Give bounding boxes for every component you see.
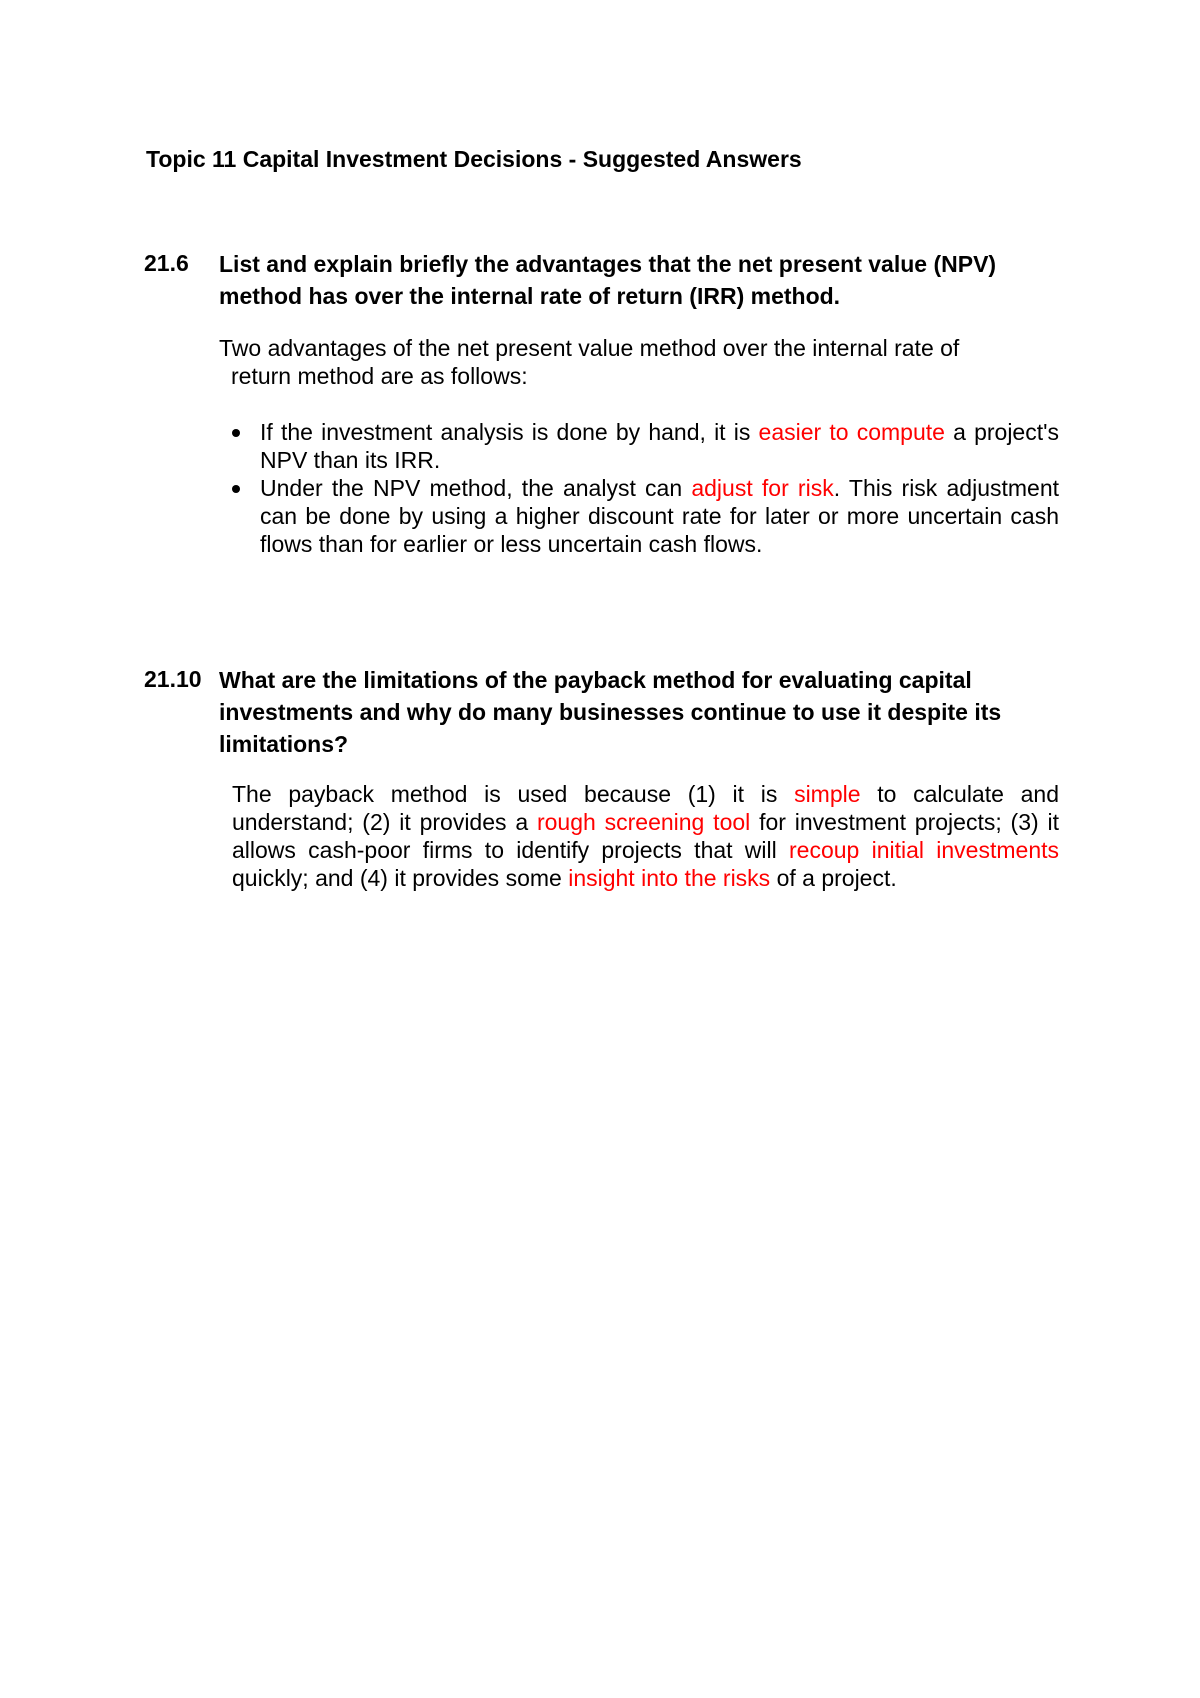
list-item — [232, 418, 1059, 474]
question-text: List and explain briefly the advantages that the net present value (NPV) method has over the internal rate of return (IRR) method. — [219, 251, 997, 309]
question-text: What are the limitations of the payback method for evaluating capital investments and why do many businesses continue to use it despite its limitations? — [219, 667, 1002, 757]
question-number: 21.6 — [144, 250, 189, 276]
answer-intro-line: return method are as follows: — [231, 363, 528, 389]
bullet-text: Under the NPV method, the analyst can — [260, 475, 692, 501]
highlighted-text: simple — [794, 781, 861, 807]
answer-text: of a project. — [770, 865, 897, 891]
bullet-text: a project's NPV than its IRR. — [260, 419, 1060, 473]
bullet-icon — [232, 485, 240, 493]
answer-text: quickly; and (4) it provides some — [232, 865, 569, 891]
list-item — [232, 474, 1059, 558]
page-title: Topic 11 Capital Investment Decisions - Suggested Answers — [146, 146, 802, 172]
bullet-icon — [232, 429, 240, 437]
highlighted-text: rough screening tool — [536, 809, 751, 835]
highlighted-text: recoup initial investments — [789, 837, 1059, 863]
answer-text: for investment projects; (3) it allows cash-poor firms to identify projects that will — [232, 809, 1059, 863]
answer-text: The payback method is used because (1) it is — [232, 781, 795, 807]
highlighted-text: adjust for risk — [691, 475, 834, 501]
bullet-text: . This risk adjustment can be done by using a higher discount rate for later or more uncertain cash flows than for earlier or less uncertain cash flows. — [260, 475, 1060, 557]
question-number: 21.10 — [144, 666, 202, 692]
bullet-text: If the investment analysis is done by hand, it is — [260, 419, 759, 445]
answer-text: to calculate and understand; (2) it provides a — [232, 781, 1059, 835]
highlighted-text: easier to compute — [758, 419, 945, 445]
answer-intro-line: Two advantages of the net present value method over the internal rate of — [219, 335, 960, 361]
answer-paragraph — [232, 780, 1059, 892]
answer-bullet-list — [232, 418, 1059, 558]
answer-intro — [219, 334, 1059, 390]
highlighted-text: insight into the risks — [568, 865, 771, 891]
